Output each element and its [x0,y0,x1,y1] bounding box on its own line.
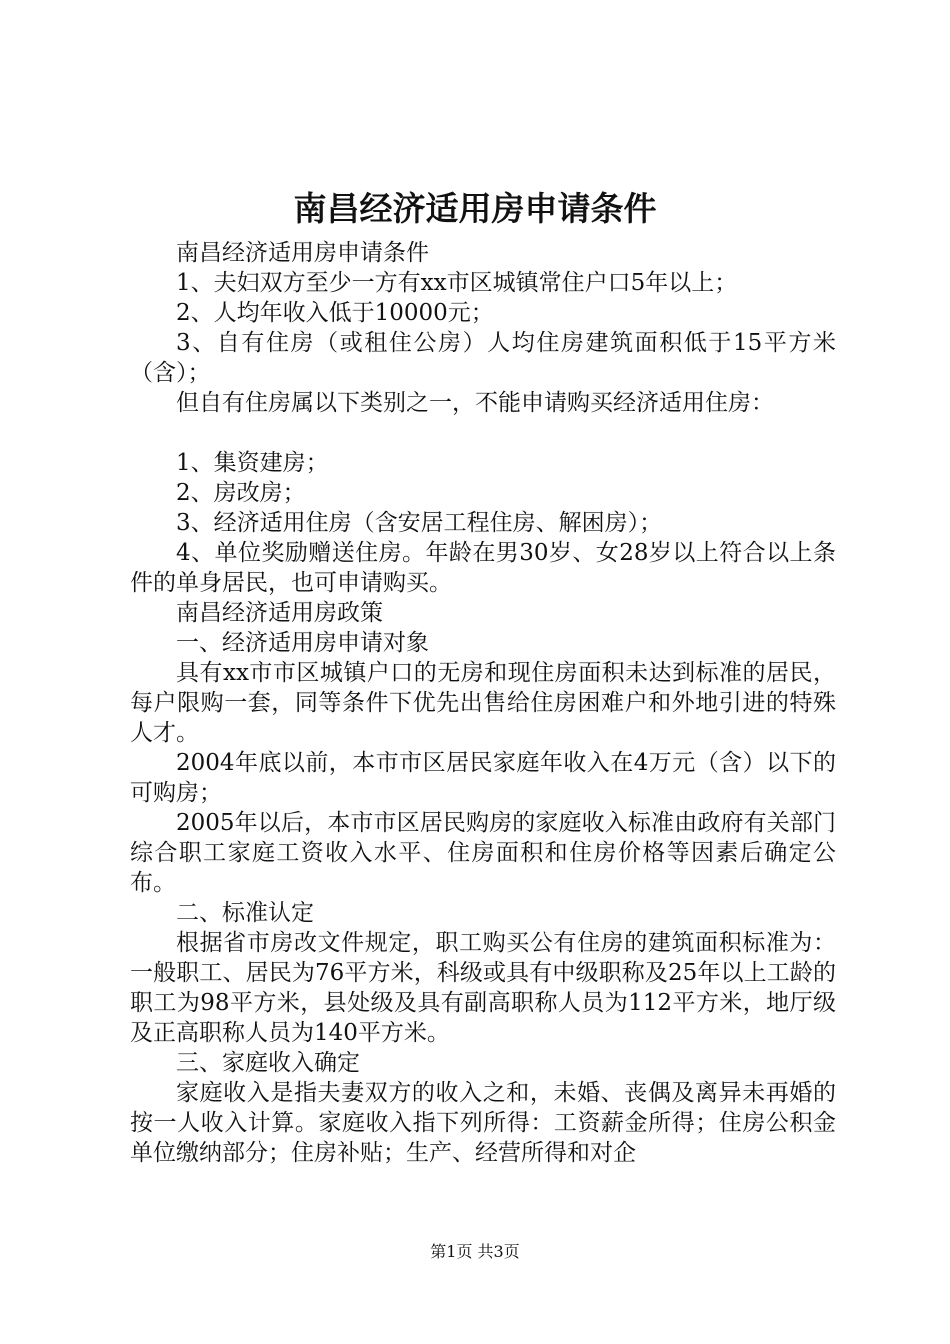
paragraph: 2005年以后，本市市区居民购房的家庭收入标准由政府有关部门综合职工家庭工资收入水平、住房面积和住房价格等因素后确定公布。 [130,810,836,896]
document-title: 南昌经济适用房申请条件 [293,189,657,228]
paragraph: 南昌经济适用房政策 [176,600,383,626]
paragraph: 2、人均年收入低于10000元； [176,300,494,326]
page-footer: 第1页 共3页 [430,1242,520,1261]
paragraph: 1、夫妇双方至少一方有xx市区城镇常住户口5年以上； [176,270,738,296]
paragraph: 3、自有住房（或租住公房）人均住房建筑面积低于15平方米（含）； [130,330,836,386]
paragraph: 一、经济适用房申请对象 [176,630,429,656]
paragraph: 2、房改房； [176,480,306,506]
paragraph: 具有xx市市区城镇户口的无房和现住房面积未达到标准的居民，每户限购一套，同等条件下优先出售给住房困难户和外地引进的特殊人才。 [130,660,836,746]
paragraph: 但自有住房属以下类别之一，不能申请购买经济适用住房： [176,390,774,416]
paragraph: 3、经济适用住房（含安居工程住房、解困房）； [176,510,663,536]
paragraph: 家庭收入是指夫妻双方的收入之和，未婚、丧偶及离异未再婚的按一人收入计算。家庭收入指下列所得：工资薪金所得；住房公积金单位缴纳部分；住房补贴；生产、经营所得和对企 [130,1080,836,1166]
paragraph: 根据省市房改文件规定，职工购买公有住房的建筑面积标准为：一般职工、居民为76平方米，科级或具有中级职称及25年以上工龄的职工为98平方米，县处级及具有副高职称人员为112平方米，地厅级及正高职称人员为140平方米。 [130,930,836,1046]
paragraph: 二、标准认定 [176,900,314,926]
paragraph: 三、家庭收入确定 [176,1050,360,1076]
paragraph: 南昌经济适用房申请条件 [176,240,429,266]
paragraph: 2004年底以前，本市市区居民家庭年收入在4万元（含）以下的可购房； [130,750,836,806]
document-body [130,238,836,1168]
paragraph: 1、集资建房； [176,450,329,476]
paragraph: 4、单位奖励赠送住房。年龄在男30岁、女28岁以上符合以上条件的单身居民，也可申请购买。 [130,540,836,596]
blank-line [130,418,836,448]
